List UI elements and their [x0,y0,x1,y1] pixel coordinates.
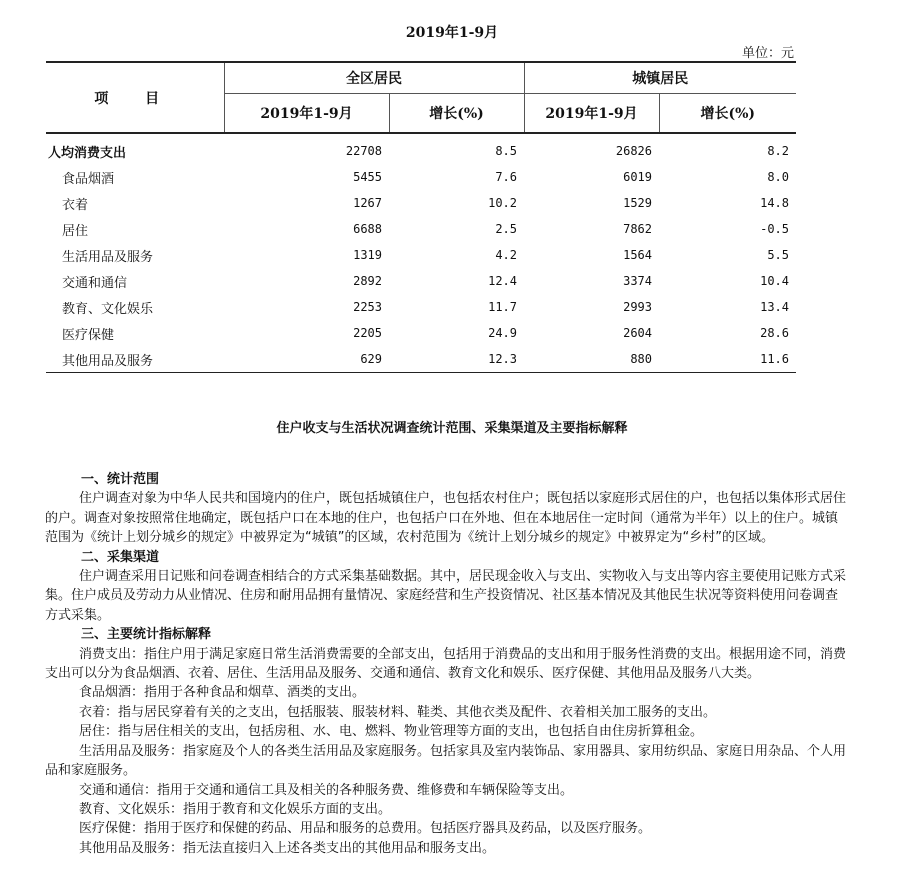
section-body-channels [45,567,849,625]
cell-all-value: 2253 [353,300,382,314]
indicator-item [45,839,849,858]
consumption-table [46,61,796,373]
header-urban-growth: 增长(%) [659,94,796,134]
cell-urban-growth: 8.2 [767,144,789,158]
cell-urban-growth: 11.6 [659,346,796,373]
header-group-all: 全区居民 [224,62,524,94]
cell-all-value: 2892 [353,274,382,288]
period-title: 2019年1-9月 [405,25,499,41]
row-label: 生活用品及服务 [62,249,154,265]
row-label: 医疗保健 [62,327,115,343]
row-label: 交通和通信 [62,275,128,291]
indicator-item-text: 食品烟酒：指用于各种食品和烟草、酒类的支出。 [79,685,366,701]
cell-all-growth: 2.5 [495,222,517,236]
indicator-item-text: 居住：指与居住相关的支出，包括房租、水、电、燃料、物业管理等方面的支出，也包括自由住房折算租金。 [79,724,704,740]
cell-all-growth: 8.5 [495,144,517,158]
section-body-channels-text: 住户调查采用日记账和问卷调查相结合的方式采集基础数据。其中，居民现金收入与支出、实物收入与支出等内容主要使用记账方式采集。住户成员及劳动力从业情况、住房和耐用品拥有量情况、家庭经营和生产投资情况、社区基本情况及其他民生状况等资料使用问卷调查方式采集。 [45,569,847,623]
cell-urban-growth: 8.0 [767,170,789,184]
cell-all-value: 1319 [353,248,382,262]
cell-all-growth: 24.9 [488,326,517,340]
table-row [46,133,796,164]
indicator-item [45,742,849,781]
indicator-item [45,800,849,819]
section-body-scope [45,489,849,547]
cell-urban-value: 3374 [623,274,652,288]
cell-all-value: 6688 [353,222,382,236]
consumption-table-container [46,61,796,373]
cell-urban-growth: 13.4 [760,300,789,314]
cell-all-value: 2205 [353,326,382,340]
indicator-item [45,645,849,684]
unit-label: 单位：元 [741,46,794,61]
row-label: 人均消费支出 [48,145,127,161]
indicator-item-text: 其他用品及服务：指无法直接归入上述各类支出的其他用品和服务支出。 [79,840,496,856]
notes-section [45,470,849,858]
cell-urban-value: 2604 [623,326,652,340]
section-heading-channels: 二、采集渠道 [81,549,160,565]
cell-urban-value: 1529 [623,196,652,210]
table-row [46,164,796,190]
cell-all-value: 22708 [345,144,382,158]
indicator-item-text: 消费支出：指住户用于满足家庭日常生活消费需要的全部支出，包括用于消费品的支出和用于服务性消费的支出。根据用途不同，消费支出可以分为食品烟酒、衣着、居住、生活用品及服务、交通和通信、教育文化和娱乐、医疗保健、其他用品及服务八大类。 [45,646,847,682]
header-all-growth: 增长(%) [389,94,524,134]
table-row [46,268,796,294]
cell-all-growth: 10.2 [488,196,517,210]
header-group-urban: 城镇居民 [524,62,796,94]
table-row [46,346,796,373]
cell-urban-value: 26826 [615,144,652,158]
section-heading-indicators: 三、主要统计指标解释 [81,627,212,643]
table-row [46,216,796,242]
cell-urban-value: 1564 [623,248,652,262]
table-row [46,320,796,346]
cell-urban-value: 6019 [623,170,652,184]
indicator-item-text: 衣着：指与居民穿着有关的之支出，包括服装、服装材料、鞋类、其他衣类及配件、衣着相关加工服务的支出。 [79,704,717,720]
cell-all-growth: 12.3 [389,346,524,373]
cell-urban-growth: 14.8 [760,196,789,210]
cell-all-growth: 7.6 [495,170,517,184]
row-label: 教育、文化娱乐 [62,301,154,317]
cell-urban-value: 2993 [623,300,652,314]
indicator-item-text: 医疗保健：指用于医疗和保健的药品、用品和服务的总费用。包括医疗器具及药品，以及医疗服务。 [79,821,652,837]
indicator-item [45,683,849,702]
cell-all-growth: 4.2 [495,248,517,262]
indicator-item-text: 生活用品及服务：指家庭及个人的各类生活用品及家庭服务。包括家具及室内装饰品、家用器具、家用纺织品、家庭日用杂品、个人用品和家庭服务。 [45,743,847,779]
cell-urban-growth: 28.6 [760,326,789,340]
header-item: 项 目 [46,62,224,133]
cell-all-value: 1267 [353,196,382,210]
cell-all-value: 5455 [353,170,382,184]
table-row [46,242,796,268]
indicator-item [45,781,849,800]
section-heading-scope: 一、统计范围 [81,472,160,487]
row-label: 衣着 [62,197,89,213]
indicator-item [45,703,849,722]
header-all-period: 2019年1-9月 [224,94,389,134]
section-body-scope-text: 住户调查对象为中华人民共和国境内的住户，既包括城镇住户，也包括农村住户；既包括以家庭形式居住的户，也包括以集体形式居住的户。调查对象按照常住地确定，既包括户口在本地的住户，也包括户口在外地、但在本地居住一定时间（通常为半年）以上的住户。城镇范围为《统计上划分城乡的规定》中被界定为“城镇”的区域，农村范围为《统计上划分城乡的规定》中被界定为“乡村”的区域。 [45,491,847,546]
row-label: 食品烟酒 [62,171,115,187]
cell-all-growth: 11.7 [488,300,517,314]
cell-all-value: 629 [224,346,389,373]
indicator-item [45,819,849,838]
row-label: 其他用品及服务 [46,346,224,373]
indicator-item-text: 教育、文化娱乐：指用于教育和文化娱乐方面的支出。 [79,801,392,817]
header-urban-period: 2019年1-9月 [524,94,659,134]
table-row [46,190,796,216]
row-label: 居住 [62,223,89,239]
cell-urban-growth: 10.4 [760,274,789,288]
cell-urban-growth: 5.5 [767,248,789,262]
cell-urban-value: 880 [524,346,659,373]
cell-all-growth: 12.4 [488,274,517,288]
indicator-item-text: 交通和通信：指用于交通和通信工具及相关的各种服务费、维修费和车辆保险等支出。 [79,782,574,798]
cell-urban-value: 7862 [623,222,652,236]
cell-urban-growth: -0.5 [760,222,789,236]
table-row [46,294,796,320]
report-title: 住户收支与生活状况调查统计范围、采集渠道及主要指标解释 [276,421,628,436]
indicator-item [45,722,849,741]
